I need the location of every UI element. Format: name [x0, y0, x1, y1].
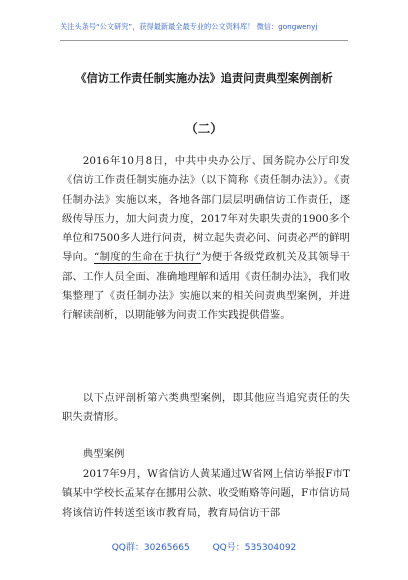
header-promo-text: 关注头条号“公文研究”，获得最新最全最专业的公文资料库！ 微信：gongwenyj	[60, 22, 318, 31]
paragraph-3: 2017年9月，W省信访人黄某通过W省网上信访举报F市T镇某中学校长孟某存在挪用公款、收受贿赂等问题，F市信访局将该信访件转送至该市教育局，教育局信访干部	[62, 468, 350, 519]
paragraph-1-text-a: 2016年10月8日，中共中央办公厅、国务院办公厅印发《信访工作责任制实施办法》（以下简称《责任制办法》）。《责任制办法》实施以来，各地各部门层层明确信访工作责任，逐级传导压力，加大问责力度，2017年对失职失责的1900多个单位和7500多人进行问责，树立起失责必问、问责必严的鲜明导向。	[62, 155, 350, 264]
footer-qq-number: QQ号：535304092	[212, 543, 297, 553]
footer	[0, 540, 408, 553]
paragraph-1	[62, 152, 350, 326]
document-title: 《信访工作责任制实施办法》追责问责典型案例剖析	[75, 71, 333, 85]
part-heading: （二）	[185, 121, 223, 136]
paragraph-2: 以下点评剖析第六类典型案例，即其他应当追究责任的失职失责情形。	[62, 392, 350, 424]
paragraph-1-quote: “制度的生命在于执行”	[93, 251, 201, 264]
footer-qq-group: QQ群：30265665	[111, 543, 190, 553]
paragraph-1-text-b: 为便于各级党政机关及其领导干部、工作人员全面、准确地理解和适用《责任制办法》，我们收集整理了《责任制办法》实施以来的相关问责典型案例，并进行解读剖析，以期能够为问责工作实践提供借鉴。	[62, 251, 351, 322]
section-label: 典型案例	[82, 448, 125, 460]
header-divider	[60, 40, 348, 41]
